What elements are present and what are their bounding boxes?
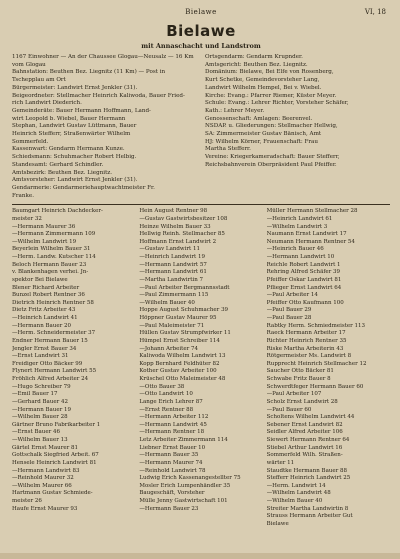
directory-entry: —Hermann Maurer 74 [139, 459, 203, 466]
directory-entry: —Reinhold Maurer 32 [12, 475, 74, 482]
directory-entry: —Reinhold Landwirt 78 [139, 467, 206, 474]
directory-entry: —Hermann Landwirt 83 [12, 467, 80, 474]
directory-entry: Rehring Alfred Schäfer 39 [266, 269, 341, 276]
directory-entry: —Paul Maleimeister 71 [139, 322, 205, 329]
info-line: Bürgermeister: Landwirt Ernst Jenkler (31). [12, 84, 138, 91]
directory-entry: —Otto Landwirt 10 [139, 391, 193, 398]
directory-entry: —Hermann Bauer 35 [139, 452, 199, 459]
directory-entry: —Hermann Arbeiter 112 [139, 414, 209, 421]
directory-entry: Gärtner Bruno Fabrikarbeiter 1 [12, 421, 101, 428]
directory-entry: —Paul Arbeiter 14 [266, 292, 318, 299]
directory-entry: Hartmann Gustav Schmiede- [12, 490, 93, 497]
info-line: Gemeinderäte: Bauer Hermann Hoffmann, Land- [12, 107, 151, 114]
directory-entry: Hensele Heinrich Landwirt 81 [12, 459, 97, 466]
directory-entry: Müller Hermann Stellmacher 28 [266, 208, 358, 215]
directory-entry: —Hermann Rentner 18 [139, 429, 205, 436]
info-line: Bahnstation: Beuthen Bez. Liegnitz (11 Km) — Post in Tschepplau am Ort [12, 69, 166, 84]
directory-entry: Neumann Hermann Rentner 54 [266, 238, 355, 245]
info-line: Amtsgericht: Beuthen Bez. Liegnitz. [205, 61, 308, 68]
directory-entry: —Hermann Landwirt 57 [139, 261, 207, 268]
info-line: Standesamt: Gerhard Schindler. [12, 161, 104, 168]
directory-column-3 [267, 208, 390, 528]
info-line: SA: Zimmermeister Gustav Bänisch, Amt [205, 131, 322, 138]
directory-entry: —Wilhelm Landwirt 3 [266, 223, 328, 230]
info-line: Sommerfeld. [12, 138, 49, 145]
directory-entry: v. Blankenhagen verhei. Jn- [12, 269, 89, 276]
info-line: 1167 Einwohner — An der Chaussee Glogau—Neusalz — 16 Km vom Glogau [12, 54, 194, 68]
directory-entry: Lange Erich Lehrer 87 [139, 398, 203, 405]
directory-entry: Baugeschäft, Vorsteher [139, 490, 205, 497]
directory-entry: Kother Gustav Arbeiter 100 [139, 368, 217, 375]
info-line: Stephan, Landwirt Gustav Lüttmann, Bauer [12, 123, 137, 130]
directory-entry: Beloch Hermann Bauer 23 [12, 261, 87, 268]
directory-entry: meister 32 [12, 215, 42, 222]
info-line: Ortsgendarm: Gendarm Krupnder. [205, 54, 303, 60]
directory-entry: —Otto Bauer 38 [139, 383, 185, 390]
directory-entry: Pfeiffer Oskar Landwirt 81 [266, 276, 342, 283]
directory-entry: Letz Arbeiter Zimmermann 114 [139, 437, 228, 444]
page-number: VI, 18 [364, 8, 386, 16]
directory-entry: Beyerlein Wilhelm Bauer 31 [12, 246, 91, 253]
directory-entry: Mosler Erich Lumpenhändler 35 [139, 482, 231, 489]
info-line: Domänium: Bielawe, Bei Elfe von Rosenberg, [205, 69, 334, 76]
directory-entry: Hüllen Gustav Strumpfwirker 11 [139, 330, 231, 337]
directory-entry: —Wilhelm Maurer 66 [12, 482, 72, 489]
directory-entry: —Johann Arbeiter 74 [139, 345, 198, 352]
directory-entry: —Wilhelm Bauer 13 [12, 437, 68, 444]
directory-entry: —Hermann Bauer 19 [12, 406, 72, 413]
section-divider [12, 204, 390, 205]
directory-entry: Gottschalk Siegfried Arbeit. 67 [12, 452, 99, 459]
directory-entry: —Hugo Schreiber 79 [12, 383, 71, 390]
info-line: Kirche: Evang.: Pfarrer Riemer, Küster Meyer. [205, 92, 337, 99]
directory-entry: —Paul Bauer 28 [266, 315, 312, 322]
directory-entry: —Herm. Landwirt 14 [266, 482, 326, 489]
directory-entry: meister 26 [12, 498, 42, 505]
directory-entry: Naumann Ernst Landwirt 17 [266, 231, 347, 238]
directory-entry: Jengler Ernst Bauer 34 [12, 345, 77, 352]
town-info [12, 54, 390, 200]
directory-entry: Fröhlich Alfred Arbeiter 24 [12, 376, 89, 383]
directory-entry: —Herm. Schneidermeister 37 [12, 330, 96, 337]
directory-entry: —Paul Bauer 29 [266, 307, 312, 314]
directory-column-1 [12, 208, 135, 528]
directory-entry: Heinze Wilhelm Bauer 33 [139, 223, 211, 230]
directory-entry: Hellwig Reinh. Stellmacher 85 [139, 231, 225, 238]
info-line: rich Landwirt Diederich. [12, 100, 82, 107]
directory-entry: Richter Heinrich Rentner 35 [266, 337, 347, 344]
directory-entry: —Ernst Bauer 46 [12, 429, 60, 436]
directory-entry: —Gerhard Bauer 42 [12, 398, 68, 405]
page-title: Bielawe [166, 22, 236, 40]
directory-entry: —Wilhelm Landwirt 19 [12, 238, 77, 245]
directory-entry: Riske Martha Arbeiterin 43 [266, 345, 344, 352]
directory-entry: —Hermann Maurer 36 [12, 223, 76, 230]
directory-entry: Seidler Alfred Arbeiter 106 [266, 429, 343, 436]
town-info-left-column [12, 54, 197, 200]
directory-entry: Scholz Ernst Landwirt 28 [266, 398, 338, 405]
directory-entry: —Wilhelm Landwirt 48 [266, 490, 331, 497]
directory-entry: Dietz Fritz Arbeiter 43 [12, 307, 76, 314]
directory-entry: Sebener Ernst Landwirt 82 [266, 421, 343, 428]
directory-entry: Hoffmann Ernst Landwirt 2 [139, 238, 217, 245]
info-line: wirt Leopold b. Wiebel, Bauer Hermann [12, 115, 126, 122]
resident-directory [12, 208, 390, 528]
directory-entry: —Wilhelm Bauer 40 [139, 299, 195, 306]
directory-entry: Rabtky Herm. Schmiedmeister 113 [266, 322, 366, 329]
directory-entry: —Ernst Landwirt 31 [12, 353, 69, 360]
info-line: Schiedsmann: Schuhmacher Robert Helbig. [12, 154, 137, 161]
directory-entry: —Hermann Bauer 23 [139, 505, 199, 512]
directory-entry: Saucher Otto Bäcker 81 [266, 368, 334, 375]
directory-entry: —Ernst Rentner 88 [139, 406, 194, 413]
info-line: Genossenschaft: Amlagen: Beerenvel. [205, 115, 313, 122]
directory-entry: —Gustav Gastwirtsbesitzer 108 [139, 215, 228, 222]
directory-entry: —Herm. Landw. Kutscher 114 [12, 254, 96, 261]
directory-entry: Gärtel Ernst Maurer 81 [12, 444, 78, 451]
info-line: Landwirt Wilhelm Hempel, Bei v. Wiebel. [205, 84, 322, 91]
directory-entry: Mülle Jenny Gastwirtschaft 101 [139, 498, 228, 505]
directory-entry: Baumgart Heinrich Dachdecker- [12, 208, 103, 215]
info-line: Franke. [12, 192, 34, 199]
info-line: Beigeordneter: Stellmacher Heinrich Kaliwoda, Bauer Fried- [12, 92, 185, 99]
directory-entry: Reichle Robert Landwirt 1 [266, 261, 341, 268]
directory-entry: spektor Bei Bielawe [12, 276, 68, 283]
info-line: Schule: Evang.: Lehrer Richter, Vorsteher Schäfer, [205, 100, 349, 107]
info-line: Kath.: Lehrer Meyer. [205, 107, 265, 114]
info-line: Kurt Schetke, Gemeindevorsteher Lang, [205, 77, 320, 84]
directory-entry: Ludwig Erich Kassenangestellter 75 [139, 475, 241, 482]
directory-entry: Bielawe [266, 520, 289, 527]
directory-entry: Blener Richard Arbeiter [12, 284, 80, 291]
directory-entry: —Emil Bauer 17 [12, 391, 58, 398]
directory-entry: Stiebel Arthur Landwirt 16 [266, 444, 343, 451]
directory-entry: —Paul Bauer 60 [266, 406, 312, 413]
directory-entry: Bunzel Robert Rentner 36 [12, 292, 85, 299]
info-line: Amtsvorsteher: Landwirt Ernst Jenkler (31). [12, 177, 138, 184]
directory-entry: Hoppe August Schuhmacher 39 [139, 307, 229, 314]
directory-entry: —Paul Arbeiter Bergmannsstadt [139, 284, 230, 291]
directory-entry: Rupprecht Heinrich Stellmacher 12 [266, 360, 367, 367]
directory-entry: Hein August Rentner 98 [139, 208, 208, 215]
directory-entry: Strauss Hermann Arbeiter Gut [266, 513, 353, 520]
directory-entry: Siewert Hermann Rentner 64 [266, 437, 350, 444]
directory-entry: Höppner Gustav Maurer 95 [139, 315, 217, 322]
page-subtitle: mit Annaschacht und Landstrom [141, 42, 261, 50]
directory-entry: Pfeiffer Otto Kaufmann 100 [266, 299, 344, 306]
directory-entry: —Paul Arbeiter 107 [266, 391, 322, 398]
directory-entry: Streiter Martha Landwirtin 8 [266, 505, 349, 512]
directory-entry: —Heinrich Landwirt 41 [12, 315, 78, 322]
directory-entry: —Paul Zimmermann 115 [139, 292, 209, 299]
info-line: Heinrich Stefferr, Straßenwärter Wilhelm [12, 131, 131, 138]
directory-column-2 [139, 208, 262, 528]
directory-entry: —Gustav Landwirt 11 [139, 246, 200, 253]
directory-entry: Stefferr Heinrich Landwirt 25 [266, 475, 351, 482]
directory-entry: —Martha Landwirtin 7 [139, 276, 203, 283]
info-line: Gendarmerie: Gendarmeriehauptwachtmeister Fr. [12, 184, 155, 191]
page-bottom-edge [0, 553, 400, 559]
directory-entry: Liebner Ernst Bauer 10 [139, 444, 206, 451]
directory-entry: Kaliwoda Wilhelm Landwirt 13 [139, 353, 226, 360]
info-line: NSDAP. u. Gliederungen: Stellmacher Hellwig, [205, 123, 338, 130]
directory-entry: —Hermann Landwirt 61 [139, 269, 207, 276]
town-info-right-column [205, 54, 390, 200]
directory-entry: —Heinrich Bauer 46 [266, 246, 324, 253]
directory-entry: Flynert Hermann Landwirt 55 [12, 368, 97, 375]
running-head [12, 6, 390, 20]
directory-entry: Endner Hermann Bauer 15 [12, 337, 88, 344]
info-line: HJ: Wilhelm Körner, Frauenschaft: Frau [205, 138, 318, 145]
directory-entry: —Hermann Zimmermann 109 [12, 231, 96, 238]
directory-entry: Haufe Ernst Maurer 93 [12, 505, 78, 512]
directory-entry: Schwabe Fritz Bauer 8 [266, 376, 331, 383]
directory-entry: —Heinrich Landwirt 19 [139, 254, 205, 261]
directory-entry: wärter 11 [266, 459, 295, 466]
info-line: Amtsbezirk: Beuthen Bez. Liegnitz. [12, 169, 113, 176]
directory-entry: Krüschel Otto Maleimeister 48 [139, 376, 226, 383]
directory-entry: Raeck Hermann Arbeiter 17 [266, 330, 346, 337]
info-line: Vereine: Kriegerkameradschaft: Bauer Stefferr, [205, 154, 340, 161]
directory-entry: Dietrich Heinrich Rentner 58 [12, 299, 94, 306]
directory-entry: Pflieger Ernst Landwirt 64 [266, 284, 342, 291]
directory-entry: Staudtke Hermann Bauer 88 [266, 467, 348, 474]
directory-entry: —Hermann Landwirt 10 [266, 254, 335, 261]
directory-entry: Sommerfeld Wilh. Straßen- [266, 452, 343, 459]
info-line: Kassenwart: Gendarm Hermann Kunze. [12, 146, 125, 153]
directory-entry: Freidiger Otto Bäcker 99 [12, 360, 83, 367]
directory-entry: Schwerdtfeger Hermann Bauer 60 [266, 383, 364, 390]
directory-entry: Rötgermeister Ms. Landwirt 8 [266, 353, 352, 360]
directory-entry: Hümpel Ernst Schreiber 114 [139, 337, 220, 344]
directory-entry: Scholtens Wilhelm Landwirt 44 [266, 414, 355, 421]
directory-entry: —Hermann Bauer 20 [12, 322, 72, 329]
running-head-title: Bielawe [185, 8, 217, 16]
directory-entry: Kopp Bernhard Feldhüter 82 [139, 360, 220, 367]
info-line: Reichsbahnverein Oberpräsident Paul Pfeiffer. [205, 161, 337, 168]
info-line: Martha Stefferr. [205, 146, 251, 153]
directory-entry: —Hermann Landwirt 45 [139, 421, 207, 428]
directory-entry: —Heinrich Landwirt 61 [266, 215, 333, 222]
directory-entry: —Wilhelm Bauer 40 [266, 498, 323, 505]
directory-entry: —Wilhelm Bauer 28 [12, 414, 68, 421]
